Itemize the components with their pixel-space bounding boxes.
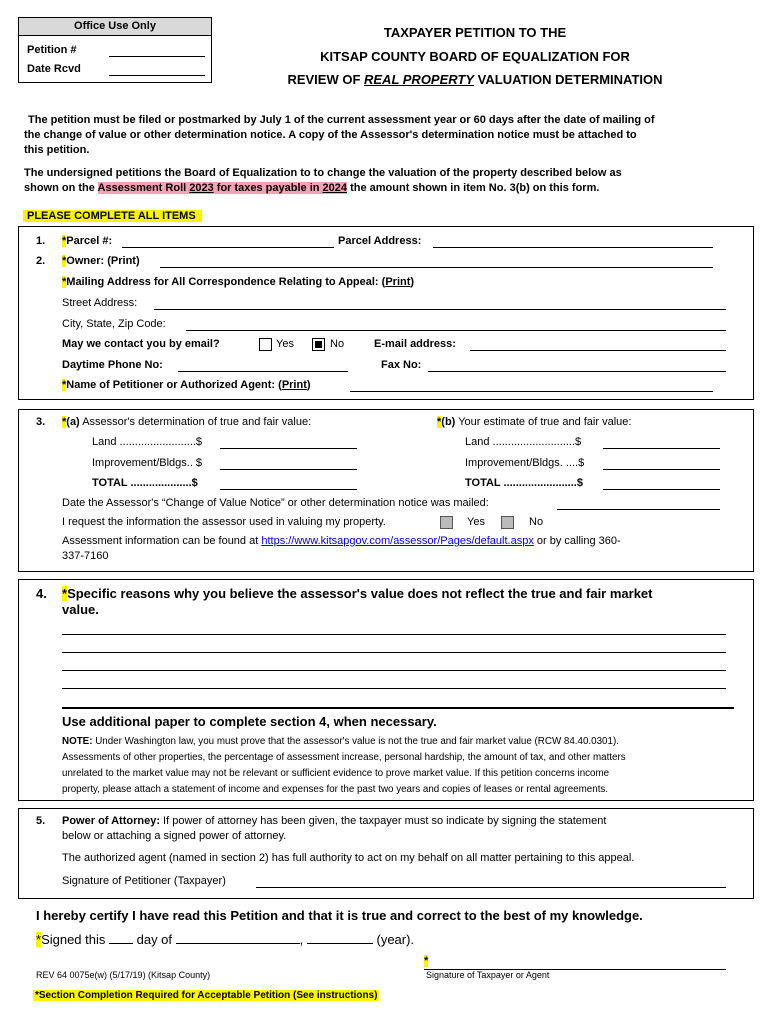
power-of-attorney-text-line-2: below or attaching a signed power of attorney. xyxy=(62,830,287,842)
assessor-value-heading: *(a) Assessor's determination of true and fair value: xyxy=(62,416,312,428)
email-address-field[interactable] xyxy=(470,350,726,351)
estimate-improvement-label: Improvement/Bldgs. ....$ xyxy=(465,457,585,469)
request-info-no-label: No xyxy=(529,516,544,528)
assessment-info-line: Assessment information can be found at https://www.kitsapgov.com/assessor/Pages/default.aspx or by calling 360- xyxy=(62,535,621,547)
legal-note: NOTE: Under Washington law, you must prove that the assessor's value is not the true and fair market value (RCW 84.40.0301). Assessments of other properties, the percentage of assessment increase, personal hardship, the amount of tax, and other matters unrelated to the market value may not be relevant or sufficient evidence to prove market value. If this petition concerns income property, please attach a statement of income and expenses for the past two years and copies of leases or rental agreements. xyxy=(62,736,626,795)
form-revision: REV 64 0075e(w) (5/17/19) (Kitsap County) xyxy=(36,970,211,980)
item-2-number: 2. xyxy=(36,255,46,267)
assessor-land-label: Land .........................$ xyxy=(92,436,203,448)
office-use-title: Office Use Only xyxy=(19,18,211,36)
assessment-phone: 337-7160 xyxy=(62,550,109,562)
email-address-label: E-mail address: xyxy=(374,338,456,350)
daytime-phone-field[interactable] xyxy=(178,371,348,372)
request-info-label: I request the information the assessor used in valuing my property. xyxy=(62,516,386,528)
street-address-field[interactable] xyxy=(154,309,726,310)
item-4-number: 4. xyxy=(36,586,47,601)
taxpayer-signature-label: Signature of Taxpayer or Agent xyxy=(426,970,550,980)
estimate-improvement-field[interactable] xyxy=(603,469,720,470)
signed-year-field[interactable] xyxy=(307,943,373,944)
reasons-line-4[interactable] xyxy=(62,688,726,689)
section-3-box xyxy=(18,409,754,572)
estimate-total-field[interactable] xyxy=(603,489,720,490)
assessor-website-link[interactable]: https://www.kitsapgov.com/assessor/Pages/default.aspx xyxy=(261,535,534,547)
signature-required-star: * xyxy=(424,955,429,967)
petitioner-signature-label: Signature of Petitioner (Taxpayer) xyxy=(62,875,226,887)
item-5-number: 5. xyxy=(36,815,46,827)
fax-field[interactable] xyxy=(428,371,726,372)
authorized-agent-statement: The authorized agent (named in section 2) has full authority to act on my behalf on all matter pertaining to this appeal. xyxy=(62,852,635,864)
date-received-label: Date Rcvd xyxy=(27,63,81,75)
title-line-1: TAXPAYER PETITION TO THE xyxy=(383,25,567,40)
reasons-line-5[interactable] xyxy=(62,707,734,709)
parcel-address-field[interactable] xyxy=(433,247,713,248)
city-state-zip-field[interactable] xyxy=(186,330,726,331)
fax-label: Fax No: xyxy=(381,359,422,371)
item-1-number: 1. xyxy=(36,235,46,247)
email-contact-no-checkbox[interactable] xyxy=(312,338,325,351)
intro-line-4: The undersigned petitions the Board of Equalization to to change the valuation of the property described below as xyxy=(24,167,622,179)
email-contact-yes-checkbox[interactable] xyxy=(259,338,272,351)
estimate-total-label: TOTAL ........................$ xyxy=(465,477,583,489)
petitioner-name-field[interactable] xyxy=(350,391,713,392)
daytime-phone-label: Daytime Phone No: xyxy=(62,359,163,371)
item-3-number: 3. xyxy=(36,416,46,428)
title-line-2: KITSAP COUNTY BOARD OF EQUALIZATION FOR xyxy=(320,49,630,64)
request-info-yes-checkbox[interactable] xyxy=(440,516,453,529)
mailing-address-label: *Mailing Address for All Correspondence Relating to Appeal: (Print) xyxy=(62,276,415,288)
estimate-land-label: Land ...........................$ xyxy=(465,436,582,448)
estimate-land-field[interactable] xyxy=(603,448,720,449)
date-received-field[interactable] xyxy=(109,75,205,76)
email-contact-no-label: No xyxy=(330,338,345,350)
additional-paper-note: Use additional paper to complete section 4, when necessary. xyxy=(62,714,437,729)
owner-label: *Owner: (Print) xyxy=(62,255,140,267)
petition-number-field[interactable] xyxy=(109,56,205,57)
intro-line-1: The petition must be filed or postmarked by July 1 of the current assessment year or 60 days after the date of mailing of xyxy=(28,114,655,126)
reasons-line-2[interactable] xyxy=(62,652,726,653)
estimate-value-heading: *(b) Your estimate of true and fair value: xyxy=(437,416,632,428)
petition-number-label: Petition # xyxy=(27,44,77,56)
notice-mailed-label: Date the Assessor's “Change of Value Notice” or other determination notice was mailed: xyxy=(62,497,489,509)
request-info-no-checkbox[interactable] xyxy=(501,516,514,529)
please-complete-banner: PLEASE COMPLETE ALL ITEMS xyxy=(23,210,202,222)
petitioner-signature-field[interactable] xyxy=(256,887,726,888)
assessor-land-field[interactable] xyxy=(220,448,357,449)
assessor-improvement-label: Improvement/Bldgs.. $ xyxy=(92,457,203,469)
assessor-total-field[interactable] xyxy=(220,489,357,490)
city-state-zip-label: City, State, Zip Code: xyxy=(62,318,166,330)
intro-line-3: this petition. xyxy=(24,144,90,156)
assessor-improvement-field[interactable] xyxy=(220,469,357,470)
street-address-label: Street Address: xyxy=(62,297,138,309)
reasons-line-3[interactable] xyxy=(62,670,726,671)
intro-line-2: the change of value or other determination notice. A copy of the Assessor's determination notice must be attached to xyxy=(24,129,637,141)
signed-line: *Signed this day of , (year). xyxy=(36,932,415,947)
completion-required-note: *Section Completion Required for Acceptable Petition (See instructions) xyxy=(35,990,378,1001)
signed-day-field[interactable] xyxy=(109,943,133,944)
certification-statement: I hereby certify I have read this Petition and that it is true and correct to the best of my knowledge. xyxy=(36,908,643,923)
owner-field[interactable] xyxy=(160,267,713,268)
power-of-attorney-text: Power of Attorney: If power of attorney has been given, the taxpayer must so indicate by signing the statement xyxy=(62,815,607,827)
reasons-heading-line-2: value. xyxy=(62,602,99,617)
office-use-box xyxy=(18,17,212,83)
reasons-heading: *Specific reasons why you believe the assessor's value does not reflect the true and fair market xyxy=(62,586,653,601)
parcel-address-label: Parcel Address: xyxy=(338,235,422,247)
request-info-yes-label: Yes xyxy=(467,516,485,528)
section-1-2-box xyxy=(18,226,754,400)
email-contact-yes-label: Yes xyxy=(276,338,294,350)
signed-month-field[interactable] xyxy=(176,943,300,944)
notice-mailed-field[interactable] xyxy=(557,509,720,510)
assessor-total-label: TOTAL ....................$ xyxy=(92,477,198,489)
parcel-number-field[interactable] xyxy=(122,247,334,248)
parcel-label: *Parcel #: xyxy=(62,235,113,247)
reasons-line-1[interactable] xyxy=(62,634,726,635)
petitioner-name-label: *Name of Petitioner or Authorized Agent: (Print) xyxy=(62,379,311,391)
title-line-3: REVIEW OF REAL PROPERTY VALUATION DETERMINATION xyxy=(287,72,663,87)
email-contact-label: May we contact you by email? xyxy=(62,338,220,350)
intro-line-5: shown on the Assessment Roll 2023 for taxes payable in 2024 the amount shown in item No. 3(b) on this form. xyxy=(24,182,600,194)
